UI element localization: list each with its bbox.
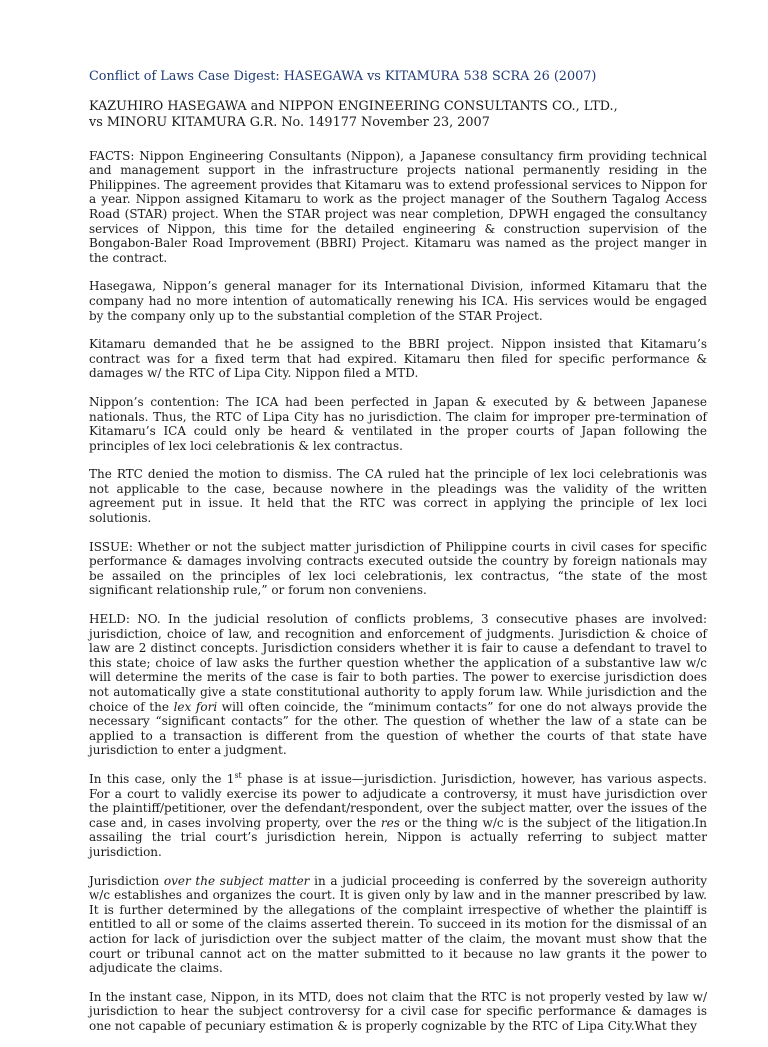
paragraph-ica-renewal: Hasegawa, Nippon’s general manager for its International Division, informed Kitamaru that the company had no more intention of automatically renewing his ICA. His services would be engaged by the company only up to the substantial completion of the STAR Project. bbox=[89, 279, 707, 323]
parties-line-2: vs MINORU KITAMURA G.R. No. 149177 November 23, 2007 bbox=[89, 114, 490, 130]
held-paragraph bbox=[89, 612, 707, 758]
parties-line-1: KAZUHIRO HASEGAWA and NIPPON ENGINEERING CONSULTANTS CO., LTD., bbox=[89, 98, 618, 114]
p8-text-b: in a judicial proceeding is conferred by the sovereign authority w/c establishes and organizes the court. It is given only by law and in the manner prescribed by law. It is further determined by the allegations of the complaint irrespective of whether the plaintiff is entitled to all or some of the claims asserted therein. To succeed in its motion for the dismissal of an action for lack of jurisdiction over the subject matter of the claim, the movant must show that the court or tribunal cannot act on the matter submitted to it because no law grants it the power to adjudicate the claims. bbox=[89, 873, 707, 976]
p8-italic-subject-matter: over the subject matter bbox=[163, 873, 310, 888]
held-italic-lex-fori: lex fori bbox=[173, 699, 218, 714]
paragraph-subject-matter bbox=[89, 874, 707, 976]
facts-paragraph: FACTS: Nippon Engineering Consultants (Nippon), a Japanese consultancy firm providing technical and management support in the infrastructure projects national permanently residing in the Philippines. The agreement provides that Kitamaru was to extend professional services to Nippon for a year. Nippon assigned Kitamaru to work as the project manager of the Southern Tagalog Access Road (STAR) project. When the STAR project was near completion, DPWH engaged the consultancy services of Nippon, this time for the detailed engineering & construction supervision of the Bongabon-Baler Road Improvement (BBRI) Project. Kitamaru was named as the project manger in the contract. bbox=[89, 148, 707, 265]
document-title: Conflict of Laws Case Digest: HASEGAWA vs KITAMURA 538 SCRA 26 (2007) bbox=[89, 69, 597, 84]
paragraph-rtc-ca-ruling: The RTC denied the motion to dismiss. The CA ruled hat the principle of lex loci celebrationis was not applicable to the case, because nowhere in the pleadings was the validity of the written agreement put in issue. It held that the RTC was correct in applying the principle of lex loci solutionis. bbox=[89, 467, 707, 526]
paragraph-jurisdiction-phase bbox=[89, 772, 707, 860]
case-parties bbox=[89, 99, 707, 131]
document-body bbox=[89, 70, 707, 1047]
p7-text-a: In this case, only the 1 bbox=[89, 771, 235, 786]
paragraph-bbri-demand: Kitamaru demanded that he be assigned to the BBRI project. Nippon insisted that Kitamaru’s contract was for a fixed term that had expired. Kitamaru then filed for specific performance & damages w/ the RTC of Lipa City. Nippon filed a MTD. bbox=[89, 337, 707, 381]
held-text-b: will often coincide, the “minimum contacts” for one do not always provide the necessary “significant contacts” for the other. The question of whether the law of a state can be applied to a transaction is different from the question of whether the courts of that state have jurisdiction to enter a judgment. bbox=[89, 699, 707, 758]
paragraph-nippon-contention: Nippon’s contention: The ICA had been perfected in Japan & executed by & between Japanese nationals. Thus, the RTC of Lipa City has no jurisdiction. The claim for improper pre-termination of Kitamaru’s ICA could only be heard & ventilated in the proper courts of Japan following the principles of lex loci celebrationis & lex contractus. bbox=[89, 394, 707, 453]
held-text-a: HELD: NO. In the judicial resolution of conflicts problems, 3 consecutive phases are involved: jurisdiction, choice of law, and recognition and enforcement of judgments. Jurisdiction & choice of law are 2 distinct concepts. Jurisdiction considers whether it is fair to cause a defendant to travel to this state; choice of law asks the further question whether the application of a substantive law w/c will determine the merits of the case is fair to both parties. The power to exercise jurisdiction does not automatically give a state constitutional authority to apply forum law. While jurisdiction and the choice of the bbox=[89, 612, 707, 714]
p8-text-a: Jurisdiction bbox=[89, 873, 164, 888]
p7-italic-res: res bbox=[380, 815, 400, 830]
issue-paragraph: ISSUE: Whether or not the subject matter jurisdiction of Philippine courts in civil cases for specific performance & damages involving contracts executed outside the country by foreign nationals may be assailed on the principles of lex loci celebrationis, lex contractus, “the state of the most significant relationship rule,” or forum non conveniens. bbox=[89, 539, 707, 598]
p7-text-c: or the thing w/c is the subject of the litigation.In assailing the trial court’s jurisdiction herein, Nippon is actually referring to subject matter jurisdiction. bbox=[89, 815, 707, 859]
paragraph-instant-case: In the instant case, Nippon, in its MTD, does not claim that the RTC is not properly vested by law w/ jurisdiction to hear the subject controversy for a civil case for specific performance & damages is one not capable of pecuniary estimation & is properly cognizable by the RTC of Lipa City.What they bbox=[89, 989, 707, 1033]
p7-superscript: st bbox=[234, 770, 242, 780]
p7-text-b: phase is at issue—jurisdiction. Jurisdiction, however, has various aspects. For a court to validly exercise its power to adjudicate a controversy, it must have jurisdiction over the plaintiff/petitioner, over the defendant/respondent, over the subject matter, over the issues of the case and, in cases involving property, over the bbox=[89, 771, 707, 830]
